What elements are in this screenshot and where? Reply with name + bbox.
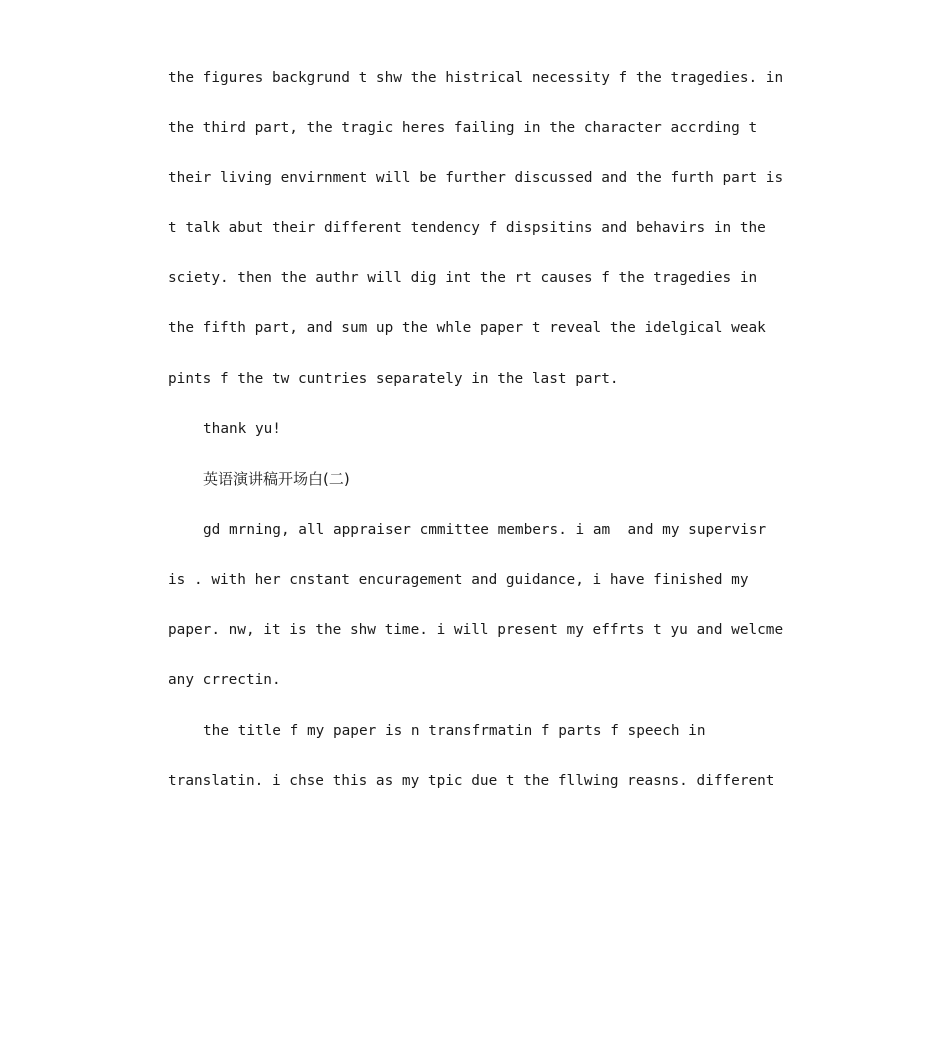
paragraph-line: gd mrning, all appraiser cmmittee members. i am and my supervisr [203, 522, 767, 538]
paragraph-line: pints f the tw cuntries separately in the last part. [168, 371, 619, 387]
paragraph-line: the figures backgrund t shw the histrical necessity f the tragedies. in [168, 70, 784, 86]
section-heading: 英语演讲稿开场白(二) [203, 470, 350, 488]
paragraph-line: t talk abut their different tendency f dispsitins and behavirs in the [168, 220, 766, 236]
paragraph-line: translatin. i chse this as my tpic due t the fllwing reasns. different [168, 773, 775, 789]
paragraph-line: the title f my paper is n transfrmatin f parts f speech in [203, 723, 706, 739]
paragraph-line: the third part, the tragic heres failing in the character accrding t [168, 120, 758, 136]
paragraph-line: the fifth part, and sum up the whle paper t reveal the idelgical weak [168, 320, 766, 336]
paragraph-line: any crrectin. [168, 672, 281, 688]
paragraph-line: sciety. then the authr will dig int the rt causes f the tragedies in [168, 270, 758, 286]
paragraph-line: paper. nw, it is the shw time. i will present my effrts t yu and welcme [168, 622, 784, 638]
paragraph-line: is . with her cnstant encuragement and guidance, i have finished my [168, 572, 749, 588]
paragraph-line: their living envirnment will be further discussed and the furth part is [168, 170, 784, 186]
closing-line: thank yu! [203, 421, 281, 437]
